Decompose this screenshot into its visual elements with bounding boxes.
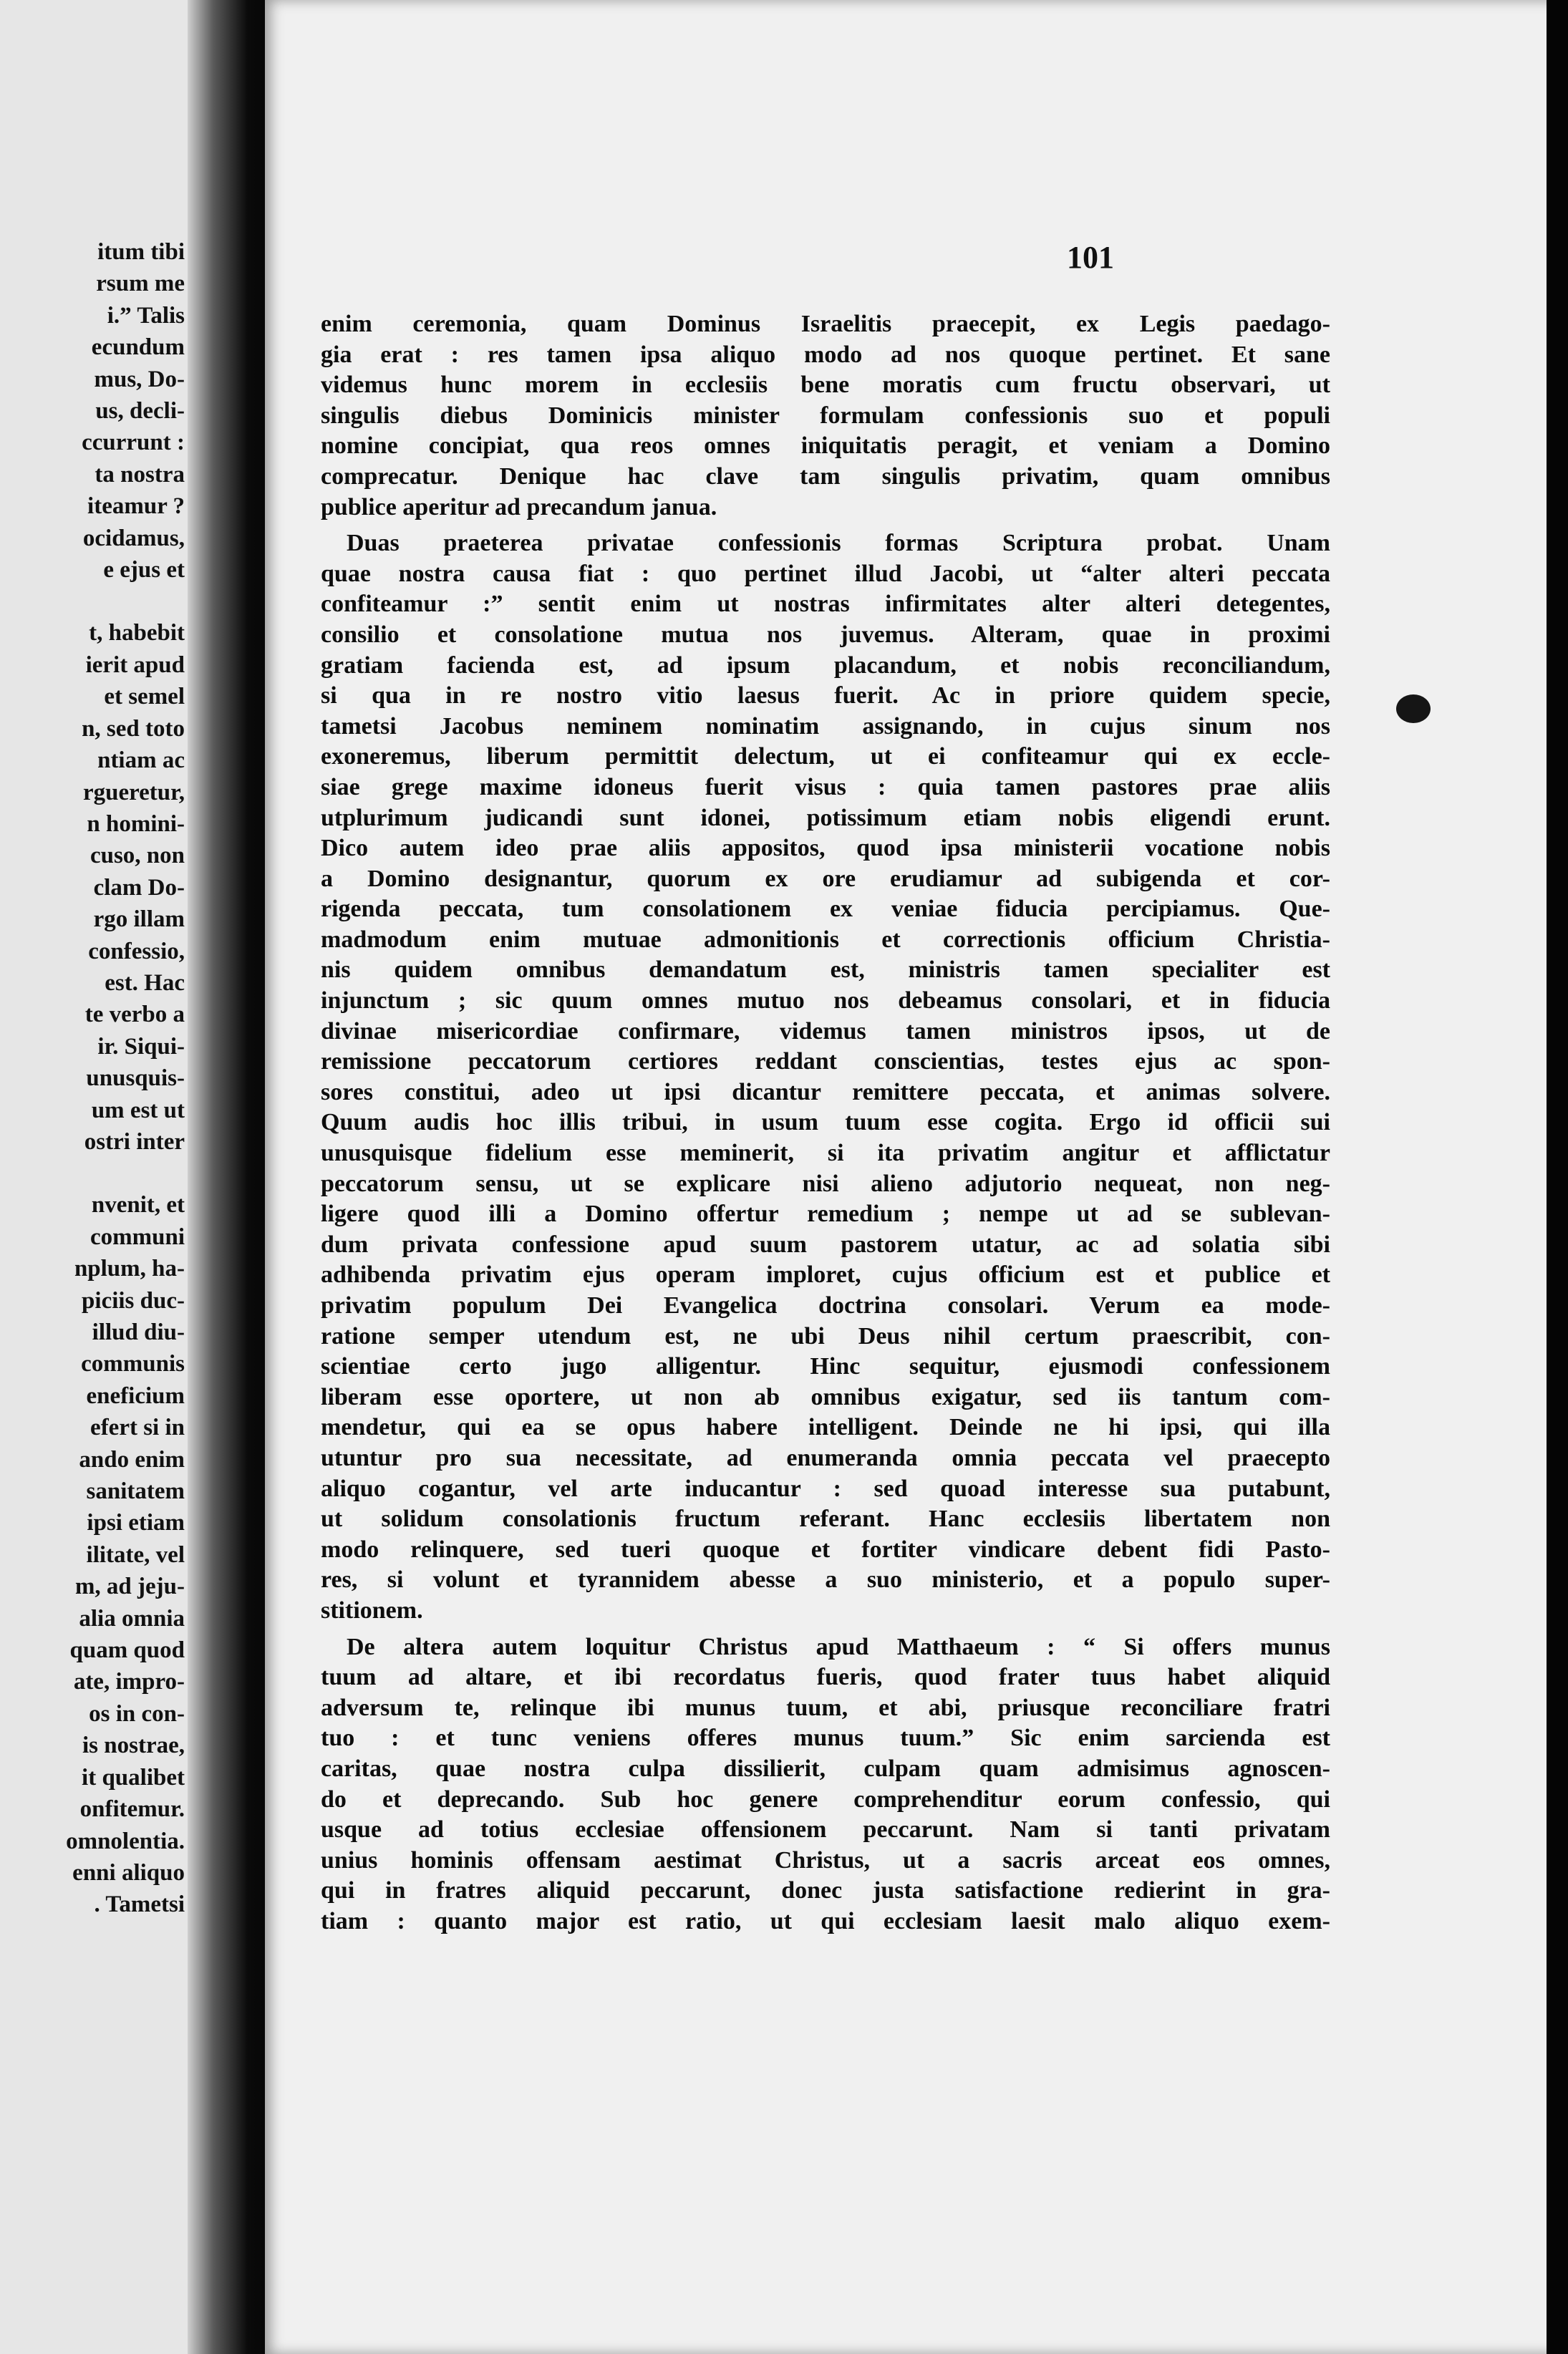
previous-page-fragment [0, 0, 208, 2354]
text-line: Quum audis hoc illis tribui, in usum tuum esse cogita. Ergo id officii sui [321, 1109, 1330, 1136]
previous-page-line: efert si in [90, 1415, 185, 1441]
previous-page-line: illud diu- [92, 1319, 185, 1345]
text-line: unusquisque fidelium esse meminerit, si ita privatim angitur et afflictatur [321, 1140, 1330, 1167]
previous-page-line: unusquis- [86, 1065, 185, 1092]
text-line: qui in fratres aliquid peccarunt, donec justa satisfactione redierint in gra- [321, 1877, 1330, 1904]
text-line: aliquo cogantur, vel arte inducantur : sed quoad interesse sua putabunt, [321, 1475, 1330, 1502]
text-line: madmodum enim mutuae admonitionis et correctionis officium Christia- [321, 926, 1330, 953]
previous-page-line: iteamur ? [87, 493, 185, 520]
previous-page-line: omnolentia. [66, 1828, 185, 1854]
previous-page-line: enni aliquo [72, 1859, 185, 1886]
previous-page-line: eneficium [86, 1382, 185, 1409]
text-line: nomine concipiat, qua reos omnes iniquitatis peragit, et veniam a Domino [321, 432, 1330, 460]
previous-page-line: onfitemur. [79, 1796, 185, 1823]
text-line: adversum te, relinque ibi munus tuum, et abi, priusque reconciliare fratri [321, 1694, 1330, 1721]
text-line: adhibenda privatim ejus operam imploret, cujus officium est et publice et [321, 1261, 1330, 1289]
previous-page-line: alia omnia [79, 1605, 185, 1632]
previous-page-line: ecundum [91, 334, 185, 361]
previous-page-line: nvenit, et [91, 1192, 185, 1219]
text-line: confiteamur :” sentit enim ut nostras infirmitates alter alteri detegentes, [321, 591, 1330, 618]
text-line: sores constitui, adeo ut ipsi dicantur remittere peccata, et animas solvere. [321, 1078, 1330, 1105]
previous-page-line: . Tametsi [94, 1892, 185, 1918]
text-line: liberam esse oportere, ut non ab omnibus exigatur, sed iis tantum com- [321, 1383, 1330, 1410]
text-line: si qua in re nostro vitio laesus fuerit. Ac in priore quidem specie, [321, 682, 1330, 709]
previous-page-line: n, sed toto [82, 715, 185, 742]
previous-page-line: ntiam ac [97, 747, 185, 774]
previous-page-line: ierit apud [85, 652, 185, 678]
text-line: caritas, quae nostra culpa dissilierit, culpam quam admisimus agnoscen- [321, 1755, 1330, 1782]
previous-page-line: rgueretur, [82, 779, 185, 805]
previous-page-line: piciis duc- [82, 1287, 185, 1314]
previous-page-line: communis [81, 1351, 185, 1377]
previous-page-line: communi [90, 1224, 185, 1250]
text-line: tametsi Jacobus neminem nominatim assignando, in cujus sinum nos [321, 712, 1330, 740]
previous-page-line: ate, impro- [73, 1669, 185, 1695]
previous-page-line: ir. Siqui- [97, 1033, 185, 1060]
text-line: nis quidem omnibus demandatum est, ministris tamen specialiter est [321, 956, 1330, 984]
text-line: De altera autem loquitur Christus apud Matthaeum : “ Si offers munus [347, 1633, 1330, 1660]
previous-page-line: ocidamus, [82, 525, 185, 551]
text-line: tuo : et tunc veniens offeres munus tuum.” Sic enim sarcienda est [321, 1725, 1330, 1752]
previous-page-line: rsum me [96, 271, 185, 297]
text-line: scientiae certo jugo alligentur. Hinc sequitur, ejusmodi confessionem [321, 1353, 1330, 1380]
previous-page-text [0, 236, 185, 1921]
text-line: privatim populum Dei Evangelica doctrina consolari. Verum ea mode- [321, 1292, 1330, 1319]
previous-page-line [0, 586, 185, 617]
previous-page-line: n homini- [87, 810, 185, 837]
text-line: mendetur, qui ea se opus habere intelligent. Deinde ne hi ipsi, qui illa [321, 1414, 1330, 1441]
previous-page-line: cuso, non [89, 843, 185, 869]
text-line: unius hominis offensam aestimat Christus, ut a sacris arceat eos omnes, [321, 1846, 1330, 1874]
text-line: consilio et consolatione mutua nos juvemus. Alteram, quae in proximi [321, 621, 1330, 648]
text-line: utuntur pro sua necessitate, ad enumeranda omnia peccata vel praecepto [321, 1444, 1330, 1471]
text-line: do et deprecando. Sub hoc genere comprehenditur eorum confessio, qui [321, 1786, 1330, 1813]
text-line: gratiam facienda est, ad ipsum placandum, et nobis reconciliandum, [321, 652, 1330, 679]
text-line: modo relinquere, sed tueri quoque et fortiter vindicare debent fidi Pasto- [321, 1536, 1330, 1563]
previous-page-line: et semel [104, 684, 185, 710]
previous-page-line: ccurrunt : [82, 430, 185, 456]
paragraph-gap [321, 1627, 1330, 1632]
previous-page-line: quam quod [69, 1637, 185, 1664]
text-line: enim ceremonia, quam Dominus Israelitis praecepit, ex Legis paedago- [321, 311, 1330, 337]
previous-page-line: confessio, [88, 938, 185, 964]
previous-page-line: ta nostra [95, 461, 185, 488]
previous-page-line: est. Hac [105, 969, 185, 996]
text-line: singulis diebus Dominicis minister formulam confessionis suo et populi [321, 402, 1330, 429]
previous-page-line: ipsi etiam [87, 1510, 185, 1536]
previous-page-line: i.” Talis [107, 302, 185, 329]
text-line: rigenda peccata, tum consolationem ex veniae fiducia percipiamus. Que- [321, 896, 1330, 923]
previous-page-line: t, habebit [89, 620, 185, 646]
text-line: stitionem. [321, 1597, 423, 1624]
text-line: quae nostra causa fiat : quo pertinet illud Jacobi, ut “alter alteri peccata [321, 560, 1330, 587]
previous-page-line: us, decli- [95, 398, 185, 425]
text-line: ratione semper utendum est, ne ubi Deus nihil certum praescribit, con- [321, 1322, 1330, 1350]
ink-blot-mark [1396, 694, 1431, 723]
previous-page-line: rgo illam [93, 906, 185, 933]
text-line: Dico autem ideo prae aliis appositos, quod ipsa ministerii vocatione nobis [321, 835, 1330, 862]
previous-page-line: mus, Do- [94, 366, 185, 392]
scan-border [1547, 0, 1568, 2354]
previous-page-line: ando enim [79, 1446, 185, 1473]
page-number: 101 [1067, 240, 1114, 275]
previous-page-line: te verbo a [84, 1002, 185, 1028]
text-line: utplurimum judicandi sunt idonei, potissimum etiam nobis eligendi erunt. [321, 804, 1330, 831]
text-line: Duas praeterea privatae confessionis formas Scriptura probat. Unam [347, 530, 1330, 557]
page-body-text [321, 309, 1330, 1937]
text-line: divinae misericordiae confirmare, videmus tamen ministros ipsos, ut de [321, 1017, 1330, 1045]
previous-page-line: it qualibet [82, 1764, 185, 1791]
text-line: exoneremus, liberum permittit delectum, ut ei confiteamur qui ex eccle- [321, 743, 1330, 770]
text-line: peccatorum sensu, ut se explicare nisi alieno adjutorio nequeat, non neg- [321, 1170, 1330, 1197]
text-line: gia erat : res tamen ipsa aliquo modo ad nos quoque pertinet. Et sane [321, 341, 1330, 368]
previous-page-line: itum tibi [97, 239, 185, 265]
previous-page-line: nplum, ha- [74, 1256, 185, 1282]
text-line: remissione peccatorum certiores reddant conscientias, testes ejus ac spon- [321, 1048, 1330, 1075]
text-line: tiam : quanto major est ratio, ut qui ecclesiam laesit malo aliquo exem- [321, 1907, 1330, 1934]
text-line: tuum ad altare, et ibi recordatus fueris, quod frater tuus habet aliquid [321, 1664, 1330, 1691]
previous-page-line: is nostrae, [82, 1733, 185, 1759]
previous-page-line: e ejus et [103, 557, 185, 583]
previous-page-line: m, ad jeju- [74, 1574, 185, 1600]
text-line: res, si volunt et tyrannidem abesse a suo ministerio, et a populo super- [321, 1566, 1330, 1594]
text-line: a Domino designantur, quorum ex ore erudiamur ad subigenda et cor- [321, 865, 1330, 892]
text-line: videmus hunc morem in ecclesiis bene moratis cum fructu observari, ut [321, 372, 1330, 399]
previous-page-line: sanitatem [86, 1478, 185, 1505]
text-line: publice aperitur ad precandum janua. [321, 493, 717, 520]
paragraph-gap [321, 523, 1330, 528]
text-line: siae grege maxime idoneus fuerit visus : quia tamen pastores prae aliis [321, 773, 1330, 800]
previous-page-line: ilitate, vel [86, 1541, 185, 1568]
previous-page-line [0, 1158, 185, 1189]
text-line: comprecatur. Denique hac clave tam singulis privatim, quam omnibus [321, 462, 1330, 490]
text-line: dum privata confessione apud suum pastorem utatur, ac ad solatia sibi [321, 1231, 1330, 1258]
text-line: usque ad totius ecclesiae offensionem peccarunt. Nam si tanti privatam [321, 1816, 1330, 1844]
previous-page-line: ostri inter [84, 1128, 185, 1155]
previous-page-line: clam Do- [93, 874, 185, 901]
text-line: ligere quod illi a Domino offertur remedium ; nempe ut ad se sublevan- [321, 1201, 1330, 1228]
book-gutter [188, 0, 274, 2354]
previous-page-line: os in con- [89, 1700, 185, 1727]
previous-page-line: um est ut [91, 1097, 185, 1123]
text-line: injunctum ; sic quum omnes mutuo nos debeamus consolari, et in fiducia [321, 987, 1330, 1014]
text-line: ut solidum consolationis fructum referant. Hanc ecclesiis libertatem non [321, 1506, 1330, 1533]
